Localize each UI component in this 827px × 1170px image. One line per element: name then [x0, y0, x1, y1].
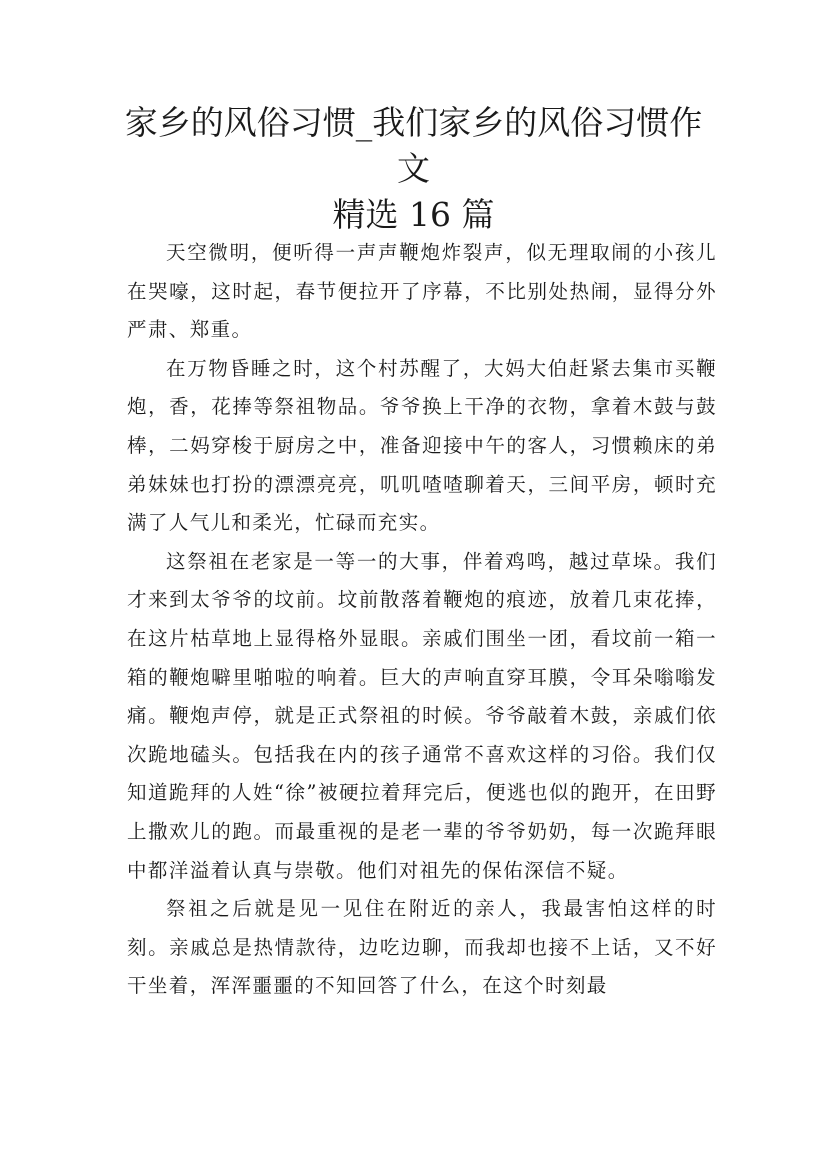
- paragraph-3: 这祭祖在老家是一等一的大事，伴着鸡鸣，越过草垛。我们才来到太爷爷的坟前。坟前散落着鞭炮的痕迹，放着几束花捧，在这片枯草地上显得格外显眼。亲戚们围坐一团，看坟前一箱一箱的鞭炮噼里啪啦的响着。巨大的声响直穿耳膜，令耳朵嗡嗡发痛。鞭炮声停，就是正式祭祖的时候。爷爷敲着木鼓，亲戚们依次跪地磕头。包括我在内的孩子通常不喜欢这样的习俗。我们仅知道跪拜的人姓“徐”被硬拉着拜完后，便逃也似的跑开，在田野上撒欢儿的跑。而最重视的是老一辈的爷爷奶奶，每一次跪拜眼中都洋溢着认真与崇敬。他们对祖先的保佑深信不疑。: [127, 549, 717, 882]
- paragraph-1: 天空微明，便听得一声声鞭炮炸裂声，似无理取闹的小孩儿在哭嚎，这时起，春节便拉开了序幕，不比别处热闹，显得分外严肃、郑重。: [127, 241, 717, 342]
- document-title: [110, 100, 717, 238]
- title-line-1: 家乡的风俗习惯_我们家乡的风俗习惯作文: [124, 103, 703, 188]
- document-body: [127, 234, 717, 1006]
- paragraph-2: 在万物昏睡之时，这个村苏醒了，大妈大伯赶紧去集市买鞭炮，香，花捧等祭祖物品。爷爷换上干净的衣物，拿着木鼓与鼓棒，二妈穿梭于厨房之中，准备迎接中午的客人，习惯赖床的弟弟妹妹也打扮的漂漂亮亮，叽叽喳喳聊着天，三间平房，顿时充满了人气儿和柔光，忙碌而充实。: [127, 356, 717, 535]
- paragraph-4: 祭祖之后就是见一见住在附近的亲人，我最害怕这样的时刻。亲戚总是热情款待，边吃边聊，而我却也接不上话，又不好干坐着，浑浑噩噩的不知回答了什么，在这个时刻最: [127, 897, 717, 998]
- title-line-2: 精选 16 篇: [332, 195, 495, 234]
